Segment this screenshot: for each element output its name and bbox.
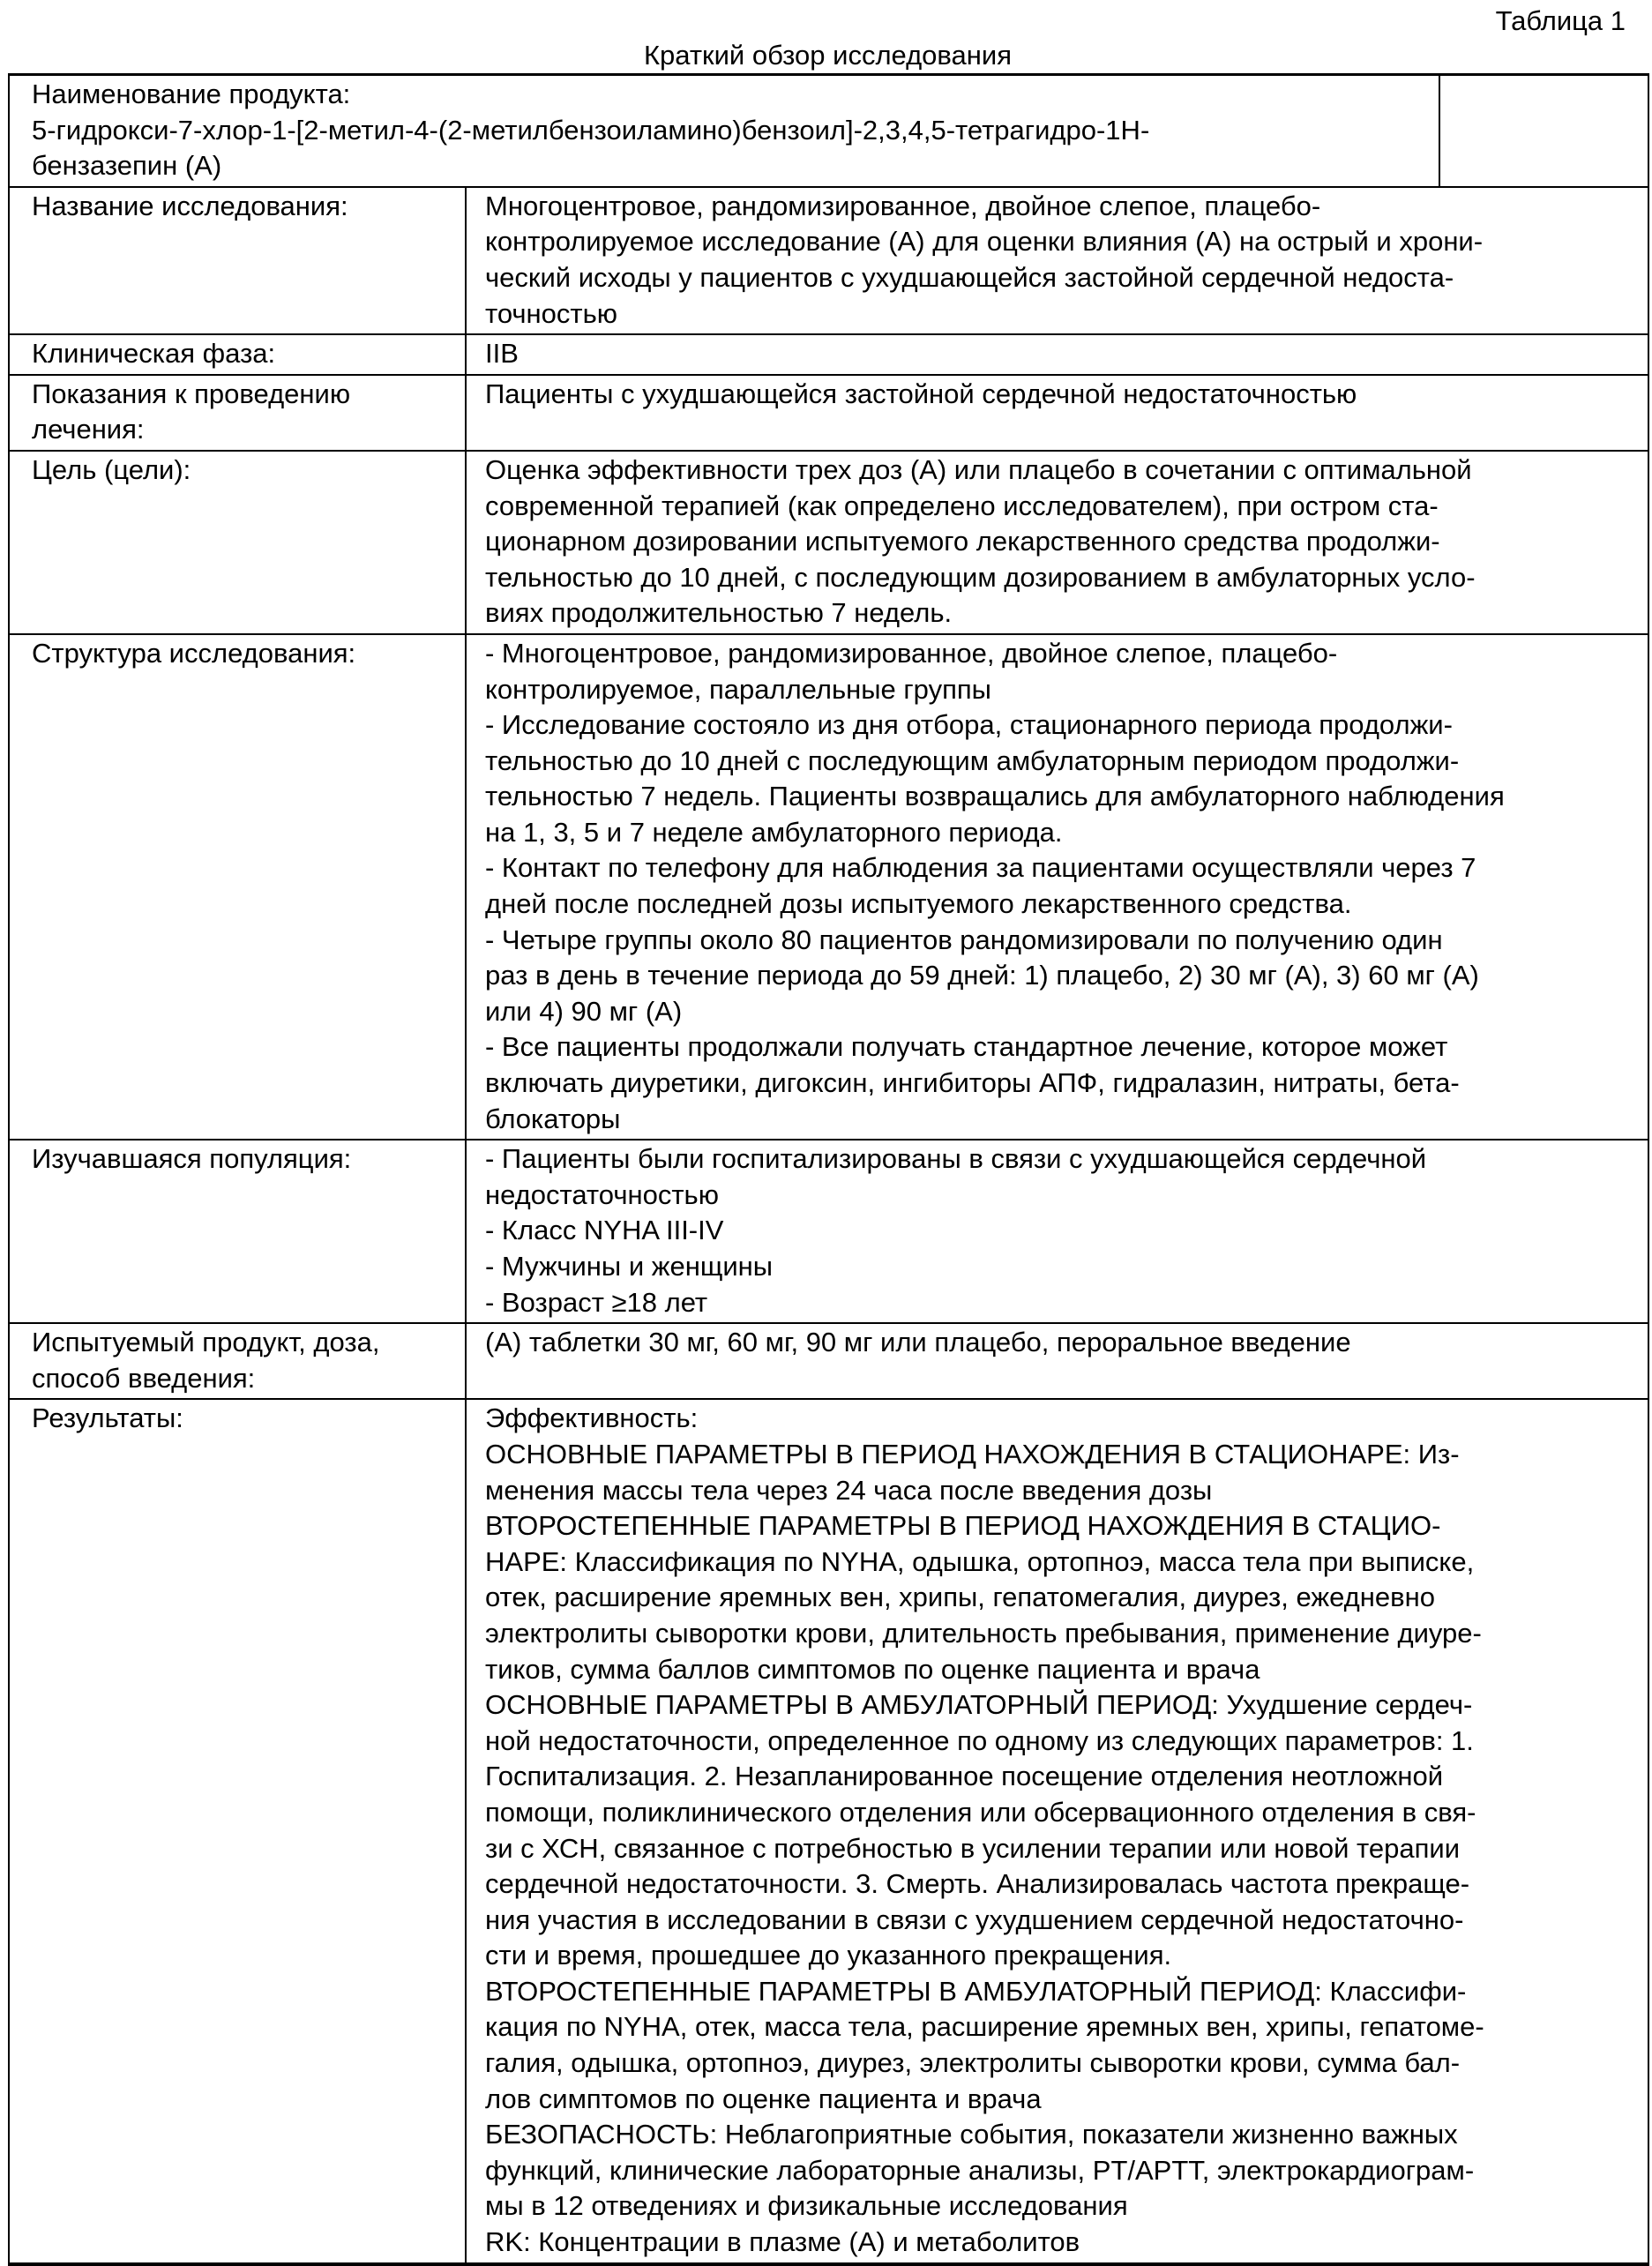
row-value-line: Оценка эффективности трех доз (А) или плацебо в сочетании с оптимальной xyxy=(485,453,1472,485)
row-label-cell xyxy=(9,375,466,451)
row-value-line: ной недостаточности, определенное по одному из следующих параметров: 1. xyxy=(485,1724,1474,1756)
row-label-cell xyxy=(9,187,466,334)
row-value-line: БЕЗОПАСНОСТЬ: Неблагоприятные события, показатели жизненно важных xyxy=(485,2119,1458,2150)
row-value-cell xyxy=(466,334,1648,375)
product-name-line: Наименование продукта: xyxy=(32,79,351,109)
product-name-line: бензазепин (А) xyxy=(32,150,222,182)
row-value-line: современной терапией (как определено исследователем), при остром ста- xyxy=(485,490,1439,521)
row-value-line: мы в 12 отведениях и физикальные исследования xyxy=(485,2190,1128,2222)
row-label-cell xyxy=(9,634,466,1140)
row-value-line: контролируемое исследование (А) для оценки влияния (А) на острый и хрони- xyxy=(485,226,1484,258)
row-value-line: ческий исходы у пациентов с ухудшающейся застойной сердечной недоста- xyxy=(485,261,1454,293)
row-value-line: лов симптомов по оценке пациента и врача xyxy=(485,2083,1042,2114)
row-value-line: - Исследование состояло из дня отбора, стационарного периода продолжи- xyxy=(485,709,1453,741)
table-row xyxy=(9,334,1648,375)
row-value-line: раз в день в течение периода до 59 дней: 1) плацебо, 2) 30 мг (А), 3) 60 мг (А) xyxy=(485,960,1479,991)
table-row xyxy=(9,451,1648,634)
row-value-line: включать диуретики, дигоксин, ингибиторы АПФ, гидралазин, нитраты, бета- xyxy=(485,1067,1460,1099)
row-value-line: Многоцентровое, рандомизированное, двойное слепое, плацебо- xyxy=(485,190,1321,221)
row-value-line: тельностью до 10 дней, с последующим дозированием в амбулаторных усло- xyxy=(485,561,1476,593)
row-value-cell xyxy=(466,375,1648,451)
table-body xyxy=(9,75,1648,2264)
row-value-line: сердечной недостаточности. 3. Смерть. Анализировалась частота прекраще- xyxy=(485,1868,1470,1900)
row-label: Изучавшаяся популяция: xyxy=(32,1143,352,1175)
row-value-line: дней после последней дозы испытуемого лекарственного средства. xyxy=(485,888,1352,920)
table-row xyxy=(9,187,1648,334)
table-row xyxy=(9,1323,1648,1399)
study-summary-table xyxy=(8,73,1649,2266)
row-value-line: виях продолжительностью 7 недель. xyxy=(485,597,953,629)
row-value-line: сти и время, прошедшее до указанного прекращения. xyxy=(485,1940,1172,1971)
table-number: Таблица 1 xyxy=(1495,5,1626,36)
row-value-line: зи с ХСН, связанное с потребностью в усилении терапии или новой терапии xyxy=(485,1832,1461,1864)
row-value-line: ОСНОВНЫЕ ПАРАМЕТРЫ В АМБУЛАТОРНЫЙ ПЕРИОД: Ухудшение сердеч- xyxy=(485,1689,1473,1721)
row-label-cell xyxy=(9,1399,466,2263)
row-value-line: - Пациенты были госпитализированы в связи с ухудшающейся сердечной xyxy=(485,1143,1427,1175)
row-label: способ введения: xyxy=(32,1362,256,1394)
row-value-line: на 1, 3, 5 и 7 неделе амбулаторного периода. xyxy=(485,816,1063,848)
row-label: Клиническая фаза: xyxy=(32,338,276,370)
row-value-line: ОСНОВНЫЕ ПАРАМЕТРЫ В ПЕРИОД НАХОЖДЕНИЯ В СТАЦИОНАРЕ: Из- xyxy=(485,1438,1460,1470)
row-value-line: - Мужчины и женщины xyxy=(485,1251,774,1282)
row-value-line: Госпитализация. 2. Незапланированное посещение отделения неотложной xyxy=(485,1761,1444,1792)
row-label: Испытуемый продукт, доза, xyxy=(32,1327,380,1358)
row-value-line: - Класс NYHA III-IV xyxy=(485,1215,724,1246)
row-label: лечения: xyxy=(32,414,145,445)
row-label: Название исследования: xyxy=(32,190,348,221)
row-value-cell xyxy=(466,1323,1648,1399)
row-value-line: ВТОРОСТЕПЕННЫЕ ПАРАМЕТРЫ В ПЕРИОД НАХОЖДЕНИЯ В СТАЦИО- xyxy=(485,1510,1441,1542)
row-value-line: IIB xyxy=(485,338,519,370)
product-name-line: 5-гидрокси-7-хлор-1-[2-метил-4-(2-метилбензоиламино)бензоил]-2,3,4,5-тетрагидро-1Н- xyxy=(32,114,1150,146)
table-row xyxy=(9,375,1648,451)
table-caption: Краткий обзор исследования xyxy=(643,40,1013,71)
product-row xyxy=(9,75,1648,187)
row-value-line: тиков, сумма баллов симптомов по оценке пациента и врача xyxy=(485,1653,1260,1685)
row-value-line: помощи, поликлинического отделения или обсервационного отделения в свя- xyxy=(485,1796,1476,1828)
row-value-line: RK: Концентрации в плазме (А) и метаболитов xyxy=(485,2226,1080,2258)
row-value-line: отек, расширение яремных вен, хрипы, гепатомегалия, диурез, ежедневно xyxy=(485,1582,1435,1613)
row-value-line: (А) таблетки 30 мг, 60 мг, 90 мг или плацебо, пероральное введение xyxy=(485,1327,1351,1358)
row-value-line: кация по NYHA, отек, масса тела, расширение яремных вен, хрипы, гепатоме- xyxy=(485,2011,1484,2043)
row-value-line: электролиты сыворотки крови, длительность пребывания, применение диуре- xyxy=(485,1617,1482,1649)
row-value-line: галия, одышка, ортопноэ, диурез, электролиты сыворотки крови, сумма бал- xyxy=(485,2047,1461,2079)
row-label: Результаты: xyxy=(32,1402,183,1434)
row-value-line: ния участия в исследовании в связи с ухудшением сердечной недостаточно- xyxy=(485,1903,1464,1935)
row-value-line: - Все пациенты продолжали получать стандартное лечение, которое может xyxy=(485,1031,1448,1063)
row-value-line: ционарном дозировании испытуемого лекарственного средства продолжи- xyxy=(485,526,1440,557)
product-name-cell xyxy=(9,75,1439,187)
table-row xyxy=(9,634,1648,1140)
row-label-cell xyxy=(9,451,466,634)
row-value-line: менения массы тела через 24 часа после введения дозы xyxy=(485,1474,1213,1506)
row-value-line: - Возраст ≥18 лет xyxy=(485,1286,708,1318)
row-value-line: функций, клинические лабораторные анализы, PT/APTT, электрокардиограм- xyxy=(485,2154,1475,2186)
row-label: Структура исследования: xyxy=(32,637,356,669)
row-value-cell xyxy=(466,634,1648,1140)
row-value-line: недостаточностью xyxy=(485,1178,719,1210)
row-value-line: блокаторы xyxy=(485,1103,621,1134)
row-value-line: Пациенты с ухудшающейся застойной сердечной недостаточностью xyxy=(485,378,1357,409)
row-value-cell xyxy=(466,187,1648,334)
row-value-line: точностью xyxy=(485,297,618,329)
row-value-line: тельностью 7 недель. Пациенты возвращались для амбулаторного наблюдения xyxy=(485,781,1505,812)
row-value-line: ВТОРОСТЕПЕННЫЕ ПАРАМЕТРЫ В АМБУЛАТОРНЫЙ ПЕРИОД: Классифи- xyxy=(485,1975,1467,2007)
row-value-line: тельностью до 10 дней с последующим амбулаторным периодом продолжи- xyxy=(485,744,1460,776)
table-row xyxy=(9,1399,1648,2263)
row-value-line: - Контакт по телефону для наблюдения за пациентами осуществляли через 7 xyxy=(485,852,1476,884)
row-value-line: или 4) 90 мг (А) xyxy=(485,995,683,1027)
row-value-line: контролируемое, параллельные группы xyxy=(485,673,991,705)
row-value-line: - Многоцентровое, рандомизированное, двойное слепое, плацебо- xyxy=(485,637,1338,669)
row-label-cell xyxy=(9,334,466,375)
row-label-cell xyxy=(9,1140,466,1323)
row-value-cell xyxy=(466,1140,1648,1323)
table-row xyxy=(9,1140,1648,1323)
row-value-cell xyxy=(466,1399,1648,2263)
row-label: Цель (цели): xyxy=(32,453,191,485)
row-value-line: Эффективность: xyxy=(485,1402,699,1434)
row-value-line: НАРЕ: Классификация по NYHA, одышка, ортопноэ, масса тела при выписке, xyxy=(485,1545,1475,1577)
row-value-line: - Четыре группы около 80 пациентов рандомизировали по получению один xyxy=(485,924,1443,955)
row-label-cell xyxy=(9,1323,466,1399)
row-label: Показания к проведению xyxy=(32,378,351,409)
row-value-cell xyxy=(466,451,1648,634)
product-empty-cell xyxy=(1439,75,1648,187)
